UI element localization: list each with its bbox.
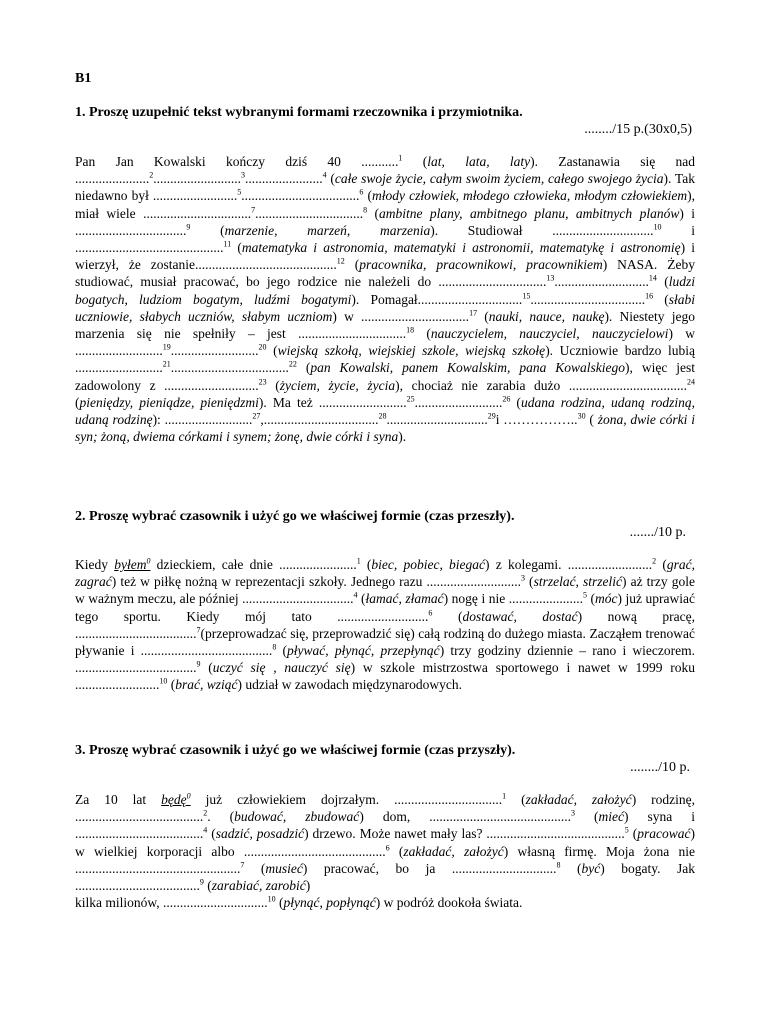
section-2-title: 2. Proszę wybrać czasownik i użyć go we właściwej formie (czas przeszły). (75, 509, 515, 524)
doc-label: B1 (75, 71, 92, 86)
section-3-points: ......../10 p. (630, 760, 690, 775)
section-3-text: Za 10 lat będę$^0$ już człowiekiem dojrzałym. ................................$^1$ (zakładać, założyć) rodzinę, ......................................$^2$. (budować, zbudować) dom, ..........................................$^3$ (mieć) syna i ......................................$^4$ (sadzić, posadzić) drzewo. Może nawet mały las? .........................................$^5$ (pracować) w wielkiej korporacji albo ..........................................$^6$ (zakładać, założyć) własną firmę. Moja żona nie .................................................$^7$ (musieć) pracować, bo ja ...............................$^8$ (być) bogaty. Jak .....................................$^9$ (zarabiać, zarobić) kilka milionów, ...............................$^{10}$ (płynąć, popłynąć) w podróż dookoła świata. (75, 791, 696, 911)
section-1-points: ......../15 p.(30x0,5) (584, 122, 692, 137)
section-2-text: Kiedy byłem$^0$ dzieckiem, całe dnie .......................$^1$ (biec, pobiec, biegać) z kolegami. .........................$^2$ (grać, zagrać) też w piłkę nożną w reprezentacji szkoły. Jednego razu ............................$^3$ (strzelać, strzelić) aż trzy gole w ważnym meczu, ale później .................................$^4$ (łamać, złamać) nogę i nie ......................$^5$ (móc) już uprawiać tego sportu. Kiedy mój tato ...........................$^6$ (dostawać, dostać) nową pracę, ....................................$^7$(przeprowadzać się, przeprowadzić się) całą rodziną do dużego miasta. Zacząłem trenować pływanie i .......................................$^8$ (pływać, płynąć, przepłynąć) trzy godziny dziennie – rano i wieczorem. ....................................$^9$ (uczyć się , nauczyć się) w szkole mistrzostwa sportowego i nawet w 1999 roku .........................$^{10}$ (brać, wziąć) udział w zawodach międzynarodowych. (75, 556, 695, 693)
section-3-title: 3. Proszę wybrać czasownik i użyć go we właściwej formie (czas przyszły). (75, 743, 516, 758)
section-1-text: Pan Jan Kowalski kończy dziś 40 ...........$^1$ (lat, lata, laty). Zastanawia się nad ......................$^2$..........................$^3$.......................$^4$ (całe swoje życie, całym swoim życiem, całego swojego życia). Tak niedawno był .........................$^5$...................................$^6$ (młody człowiek, młodego człowieka, młodym człowiekiem), miał wiele ................................$^7$................................$^8$ (ambitne plany, ambitnego planu, ambitnych planów) i .................................$^9$ (marzenie, marzeń, marzenia). Studiował ..............................$^{10}$ i ............................................$^{11}$ (matematyka i astronomia, matematyki i astronomii, matematykę i astronomię) i wierzył, że zostanie..........................................$^{12}$ (pracownika, pracownikowi, pracownikiem) NASA. Żeby studiować, musiał pracować, bo jego rodzice nie należeli do ................................$^{13}$............................$^{14}$ (ludzi bogatych, ludziom bogatym, ludźmi bogatymi). Pomagał...............................$^{15}$..................................$^{16}$ (słabi uczniowie, słabych uczniów, słabym uczniom) w ................................$^{17}$ (nauki, nauce, naukę). Niestety jego marzenia się nie spełniły – jest ................................$^{18}$ (nauczycielem, nauczyciel, nauczycielowi) w ..........................$^{19}$..........................$^{20}$ (wiejską szkołą, wiejskiej szkole, wiejską szkołę). Uczniowie bardzo lubią ..........................$^{21}$...................................$^{22}$ (pan Kowalski, panem Kowalskim, pana Kowalskiego), więc jest zadowolony z ............................$^{23}$ (życiem, życie, życia), chociaż nie zarabia dużo ...................................$^{24}$ (pieniędzy, pieniądze, pieniędzmi). Ma też ..........................$^{25}$..........................$^{26}$ (udana rodzina, udaną rodziną, udaną rodzinę): ..........................$^{27}$,..................................$^{28}$..............................$^{29}$i ……………..$^{30}$ ( żona, dwie córki i syn; żoną, dwiema córkami i synem; żonę, dwie córki i syna). (75, 153, 696, 445)
section-2-points: ......./10 p. (629, 525, 686, 540)
section-1-title: 1. Proszę uzupełnić tekst wybranymi formami rzeczownika i przymiotnika. (75, 105, 523, 120)
